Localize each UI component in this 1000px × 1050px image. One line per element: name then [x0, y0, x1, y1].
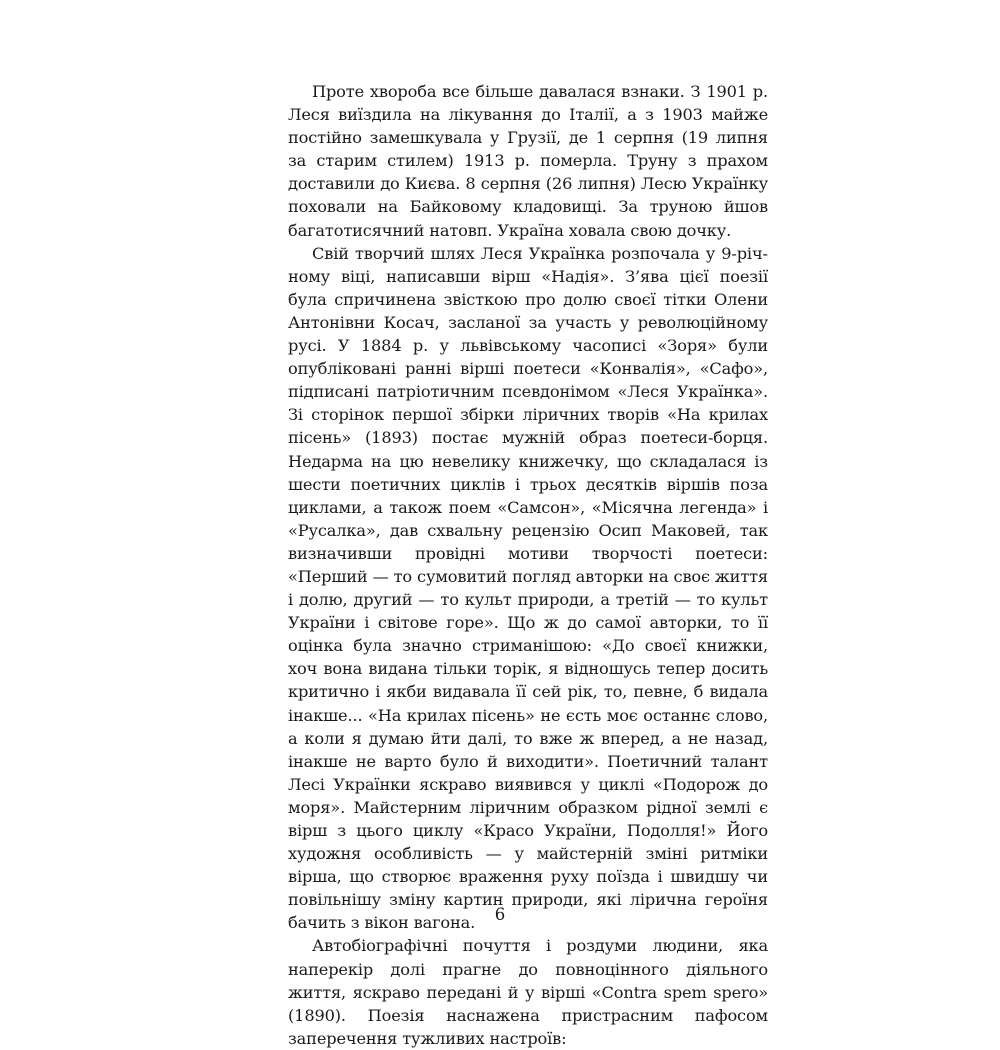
paragraph-contra-spem-spero: Автобіографічні почуття і роздуми людини, яка наперекір долі прагне до повноцінного діяльного життя, яскраво передані й у вірші «Contra spem spero» (1890). Поезія наснажена пристрасним пафосом заперечення тужливих настроїв: — [288, 936, 768, 1048]
paragraph-illness-and-death: Проте хвороба все більше давалася взнаки. З 1901 р. Леся виїздила на лікування до Італії, а з 1903 майже постійно замешкувала у Грузії, де 1 серпня (19 липня за старим стилем) 1913 р. померла. Труну з прахом доставили до Києва. 8 серпня (26 липня) Лесю Українку поховали на Байковому кладовищі. За труною йшов багатотисячний натовп. Україна ховала свою дочку. — [288, 82, 768, 240]
paragraph-creative-path: Свій творчий шлях Леся Українка розпочала у 9-річному віці, написавши вірш «Надія». З’ява цієї поезії була спричинена звісткою про долю своєї тітки Олени Антонівни Косач, засланої за участь у революційному русі. У 1884 р. у львівському часописі «Зоря» були опубліковані ранні вірші поетеси «Конвалія», «Сафо», підписані патріотичним псевдонімом «Леся Українка». Зі сторінок першої збірки ліричних творів «На крилах пісень» (1893) постає мужній образ поетеси-борця. Недарма на цю невелику книжечку, що складалася із шести поетичних циклів і трьох десятків віршів поза циклами, а також поем «Самсон», «Місячна легенда» і «Русалка», дав схвальну рецензію Осип Маковей, так визначивши провідні мотиви творчості поетеси: «Перший — то сумовитий погляд авторки на своє життя і долю, другий — то культ природи, а третій — то культ України і світове горе». Що ж до самої авторки, то її оцінка була значно стриманішою: «До своєї книжки, хоч вона видана тільки торік, я відношусь тепер досить критично і якби видавала її сей рік, то, певне, б видала інакше... «На крилах пісень» не єсть моє останнє слово, а коли я думаю йти далі, то вже ж вперед, а не назад, інакше не варто було й виходити». Поетичний талант Лесі Українки яскраво виявився у циклі «Подорож до моря». Майстерним ліричним образком рідної землі є вірш з цього циклу «Красо України, Подолля!» Його художня особливість — у майстерній зміні ритміки вірша, що створює враження руху поїзда і швидшу чи повільнішу зміну картин природи, які лірична героїня бачить з вікон вагона. — [288, 243, 768, 933]
page-number: 6 — [494, 905, 506, 924]
